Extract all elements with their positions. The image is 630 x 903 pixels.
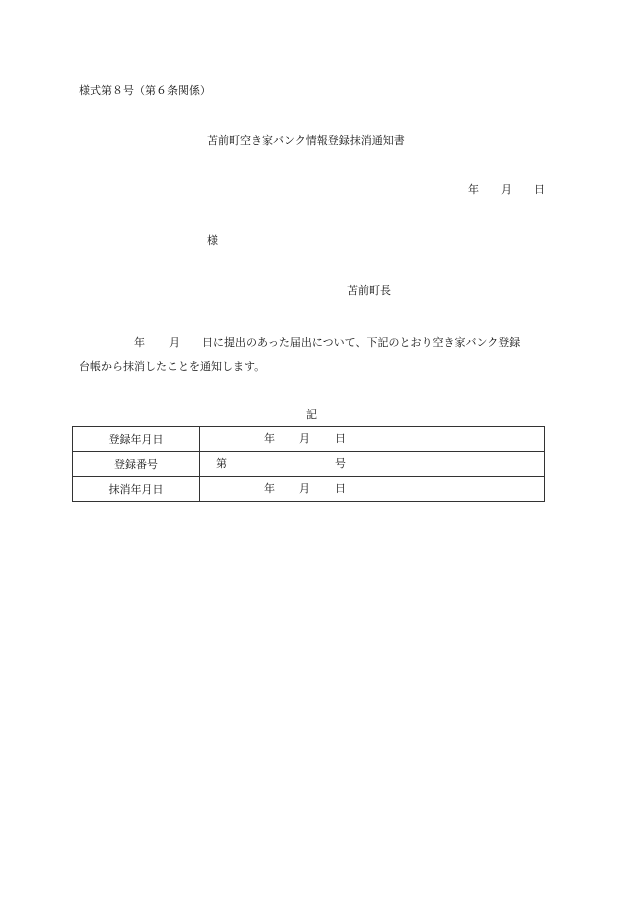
row-value [200, 427, 545, 452]
body-text-line2: 台帳から抹消したことを通知します。 [79, 360, 266, 373]
row-label: 抹消年月日 [73, 477, 200, 502]
body-text-line1: 日に提出のあった届出について、下記のとおり空き家バンク登録 [202, 336, 521, 349]
table-row [73, 452, 545, 477]
year-label: 年 [264, 482, 275, 495]
day-label: 日 [335, 482, 346, 495]
number-suffix-label: 号 [335, 457, 346, 470]
number-prefix-label: 第 [216, 457, 227, 470]
row-value [200, 477, 545, 502]
month-label: 月 [299, 482, 310, 495]
registration-table [72, 426, 545, 502]
body-year-label: 年 [134, 336, 145, 349]
issuer-name: 苫前町長 [347, 284, 391, 297]
table-row [73, 427, 545, 452]
body-paragraph [79, 331, 547, 379]
row-value [200, 452, 545, 477]
day-label: 日 [335, 432, 346, 445]
row-label: 登録年月日 [73, 427, 200, 452]
date-year-label: 年 [468, 183, 479, 196]
body-month-label: 月 [169, 336, 180, 349]
ki-label: 記 [306, 408, 317, 421]
table-row [73, 477, 545, 502]
addressee-suffix: 様 [207, 234, 218, 247]
form-number: 様式第８号（第６条関係） [79, 84, 211, 97]
month-label: 月 [299, 432, 310, 445]
date-day-label: 日 [534, 183, 545, 196]
row-label: 登録番号 [73, 452, 200, 477]
document-title: 苫前町空き家バンク情報登録抹消通知書 [207, 134, 405, 147]
year-label: 年 [264, 432, 275, 445]
date-line [468, 183, 545, 197]
date-month-label: 月 [501, 183, 512, 196]
